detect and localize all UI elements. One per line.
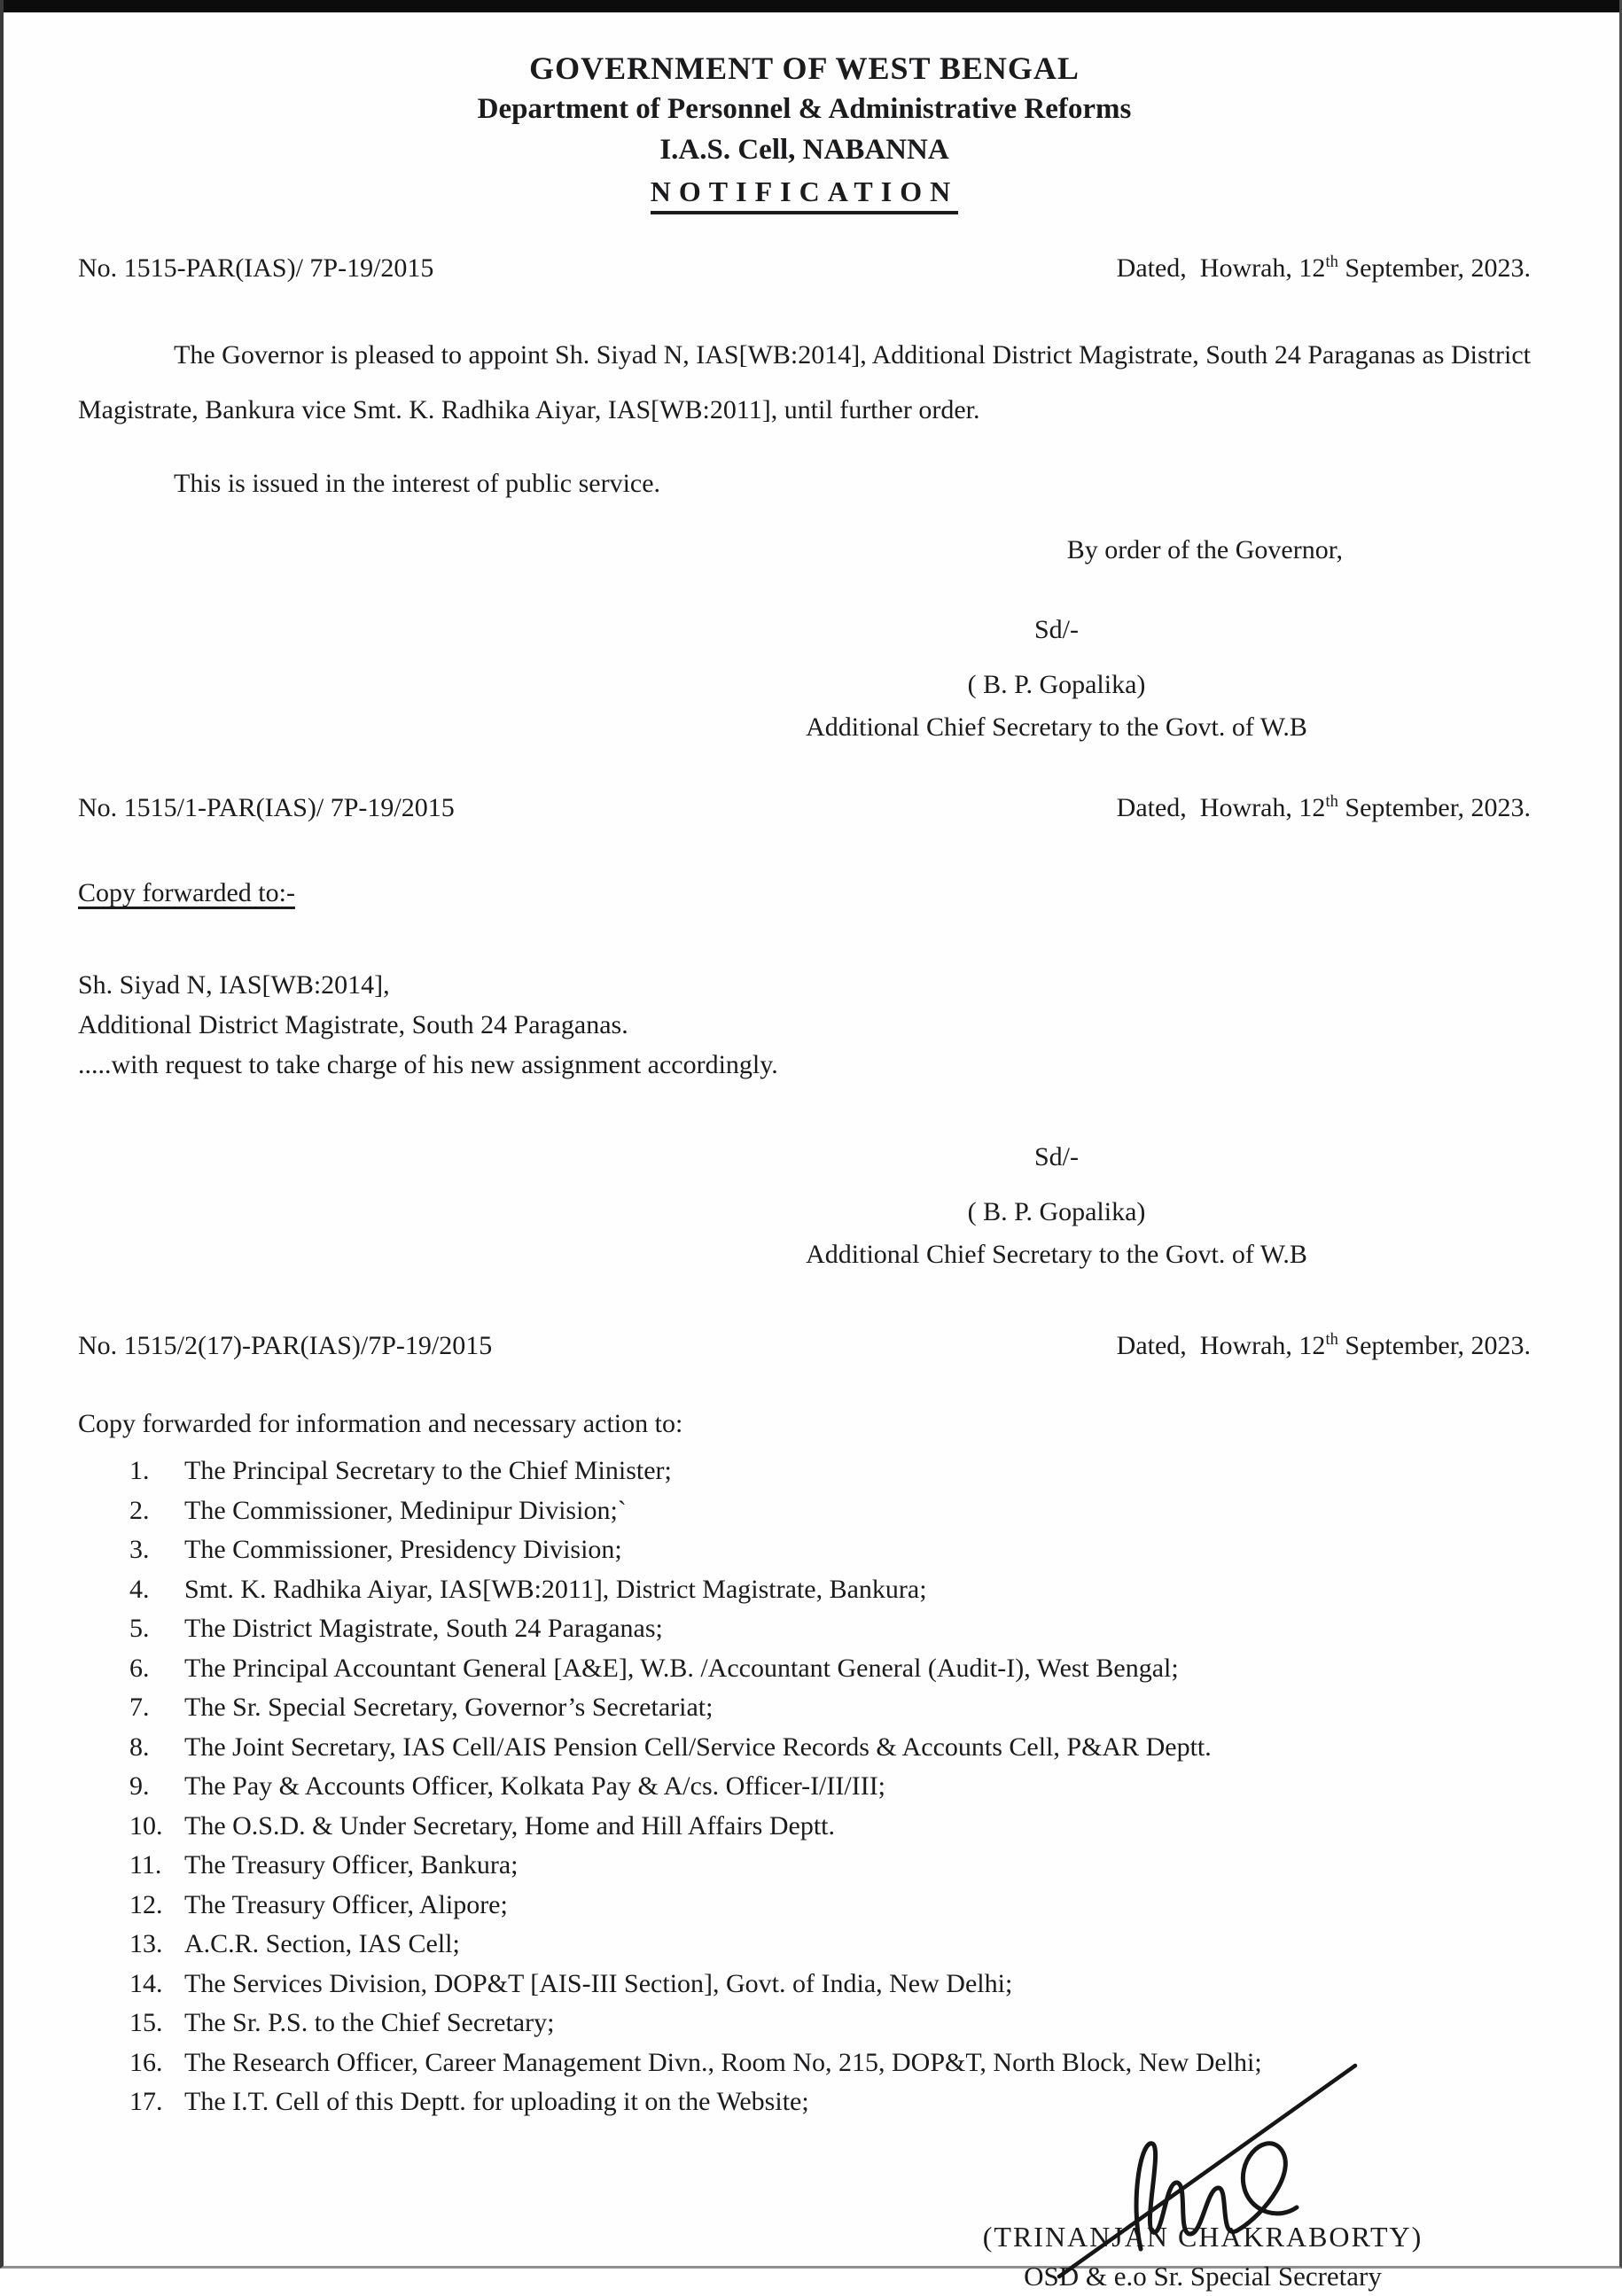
addressee-block [78, 965, 1531, 1085]
addressee-name: Sh. Siyad N, IAS[WB:2014], [78, 970, 390, 1000]
letterhead [78, 48, 1531, 214]
signatory-block-1 [782, 609, 1331, 749]
memo-number-1: No. 1515-PAR(IAS)/ 7P-19/2015 [78, 253, 434, 283]
signatory-designation-2: Additional Chief Secretary to the Govt. of W.B [806, 1240, 1307, 1269]
final-signatory-block [928, 2216, 1478, 2296]
reference-row-3 [78, 1331, 1531, 1361]
notification-title: NOTIFICATION [651, 174, 958, 214]
public-service-line: This is issued in the interest of public service. [174, 469, 661, 498]
final-signatory-designation: OSD & e.o Sr. Special Secretary [1024, 2260, 1382, 2292]
by-order-line: By order of the Governor, [1066, 535, 1343, 564]
addressee-office: Additional District Magistrate, South 24 Paraganas. [78, 1010, 628, 1039]
scan-edge-bar [4, 0, 1619, 12]
order-paragraph: The Governor is pleased to appoint Sh. Siyad N, IAS[WB:2014], Additional District Magistrate, South 24 Paraganas as District Magistrate, Bankura vice Smt. K. Radhika Aiyar, IAS[WB:2011], until further order. [78, 340, 1531, 424]
list-item: 6. The Principal Accountant General [A&E], W.B. /Accountant General (Audit-I), West Bengal; [129, 1653, 1179, 1683]
reference-row-2 [78, 793, 1531, 823]
list-item: 4. Smt. K. Radhika Aiyar, IAS[WB:2011], District Magistrate, Bankura; [129, 1574, 927, 1604]
list-item: 7. The Sr. Special Secretary, Governor’s Secretariat; [129, 1693, 714, 1722]
sd-mark-1: Sd/- [1033, 615, 1079, 644]
list-item: 17. The I.T. Cell of this Deptt. for uploading it on the Website; [129, 2087, 809, 2116]
list-item: 12. The Treasury Officer, Alipore; [129, 1889, 508, 1919]
list-item: 3. The Commissioner, Presidency Division; [129, 1535, 622, 1564]
list-item: 10. The O.S.D. & Under Secretary, Home and Hill Affairs Deptt. [129, 1810, 835, 1841]
distribution-list [129, 1452, 1531, 2122]
cell-name: I.A.S. Cell, NABANNA [659, 134, 949, 166]
copy-forwarded-heading: Copy forwarded to:- [78, 878, 295, 907]
signatory-block-2 [782, 1136, 1331, 1276]
list-item: 1. The Principal Secretary to the Chief Minister; [129, 1456, 672, 1485]
list-item: 14. The Services Division, DOP&T [AIS-III Section], Govt. of India, New Delhi; [129, 1968, 1013, 1998]
addressee-request: .....with request to take charge of his new assignment accordingly. [78, 1050, 778, 1079]
sd-mark-2: Sd/- [1033, 1142, 1079, 1171]
memo-number-3: No. 1515/2(17)-PAR(IAS)/7P-19/2015 [78, 1331, 493, 1360]
final-signatory-name: (TRINANJAN CHAKRABORTY) [982, 2220, 1423, 2253]
list-item: 9. The Pay & Accounts Officer, Kolkata Pay & A/cs. Officer-I/II/III; [129, 1771, 886, 1801]
government-name: GOVERNMENT OF WEST BENGAL [529, 51, 1080, 86]
list-item: 16. The Research Officer, Career Management Divn., Room No, 215, DOP&T, North Block, New Delhi; [129, 2047, 1262, 2077]
list-item: 2. The Commissioner, Medinipur Division;` [129, 1495, 627, 1525]
list-item: 5. The District Magistrate, South 24 Paraganas; [129, 1614, 663, 1643]
date-line-3: Dated, Howrah, 12th September, 2023. [1116, 1330, 1531, 1360]
date-line-1: Dated, Howrah, 12th September, 2023. [1116, 253, 1531, 283]
date-line-2: Dated, Howrah, 12th September, 2023. [1116, 792, 1531, 822]
signatory-name-2: ( B. P. Gopalika) [967, 1197, 1146, 1226]
signatory-name-1: ( B. P. Gopalika) [967, 670, 1146, 699]
memo-number-2: No. 1515/1-PAR(IAS)/ 7P-19/2015 [78, 793, 455, 822]
list-item: 15. The Sr. P.S. to the Chief Secretary; [129, 2008, 555, 2037]
list-item: 8. The Joint Secretary, IAS Cell/AIS Pension Cell/Service Records & Accounts Cell, P&AR Deptt. [129, 1732, 1212, 1762]
list-item: 11. The Treasury Officer, Bankura; [129, 1850, 519, 1880]
department-name: Department of Personnel & Administrative Reforms [477, 93, 1132, 125]
signatory-designation-1: Additional Chief Secretary to the Govt. of W.B [806, 712, 1307, 742]
reference-row-1 [78, 253, 1531, 284]
list-item: 13. A.C.R. Section, IAS Cell; [129, 1929, 460, 1958]
copy-forwarded-info-heading: Copy forwarded for information and necessary action to: [78, 1409, 683, 1438]
document-content [4, 48, 1619, 2296]
